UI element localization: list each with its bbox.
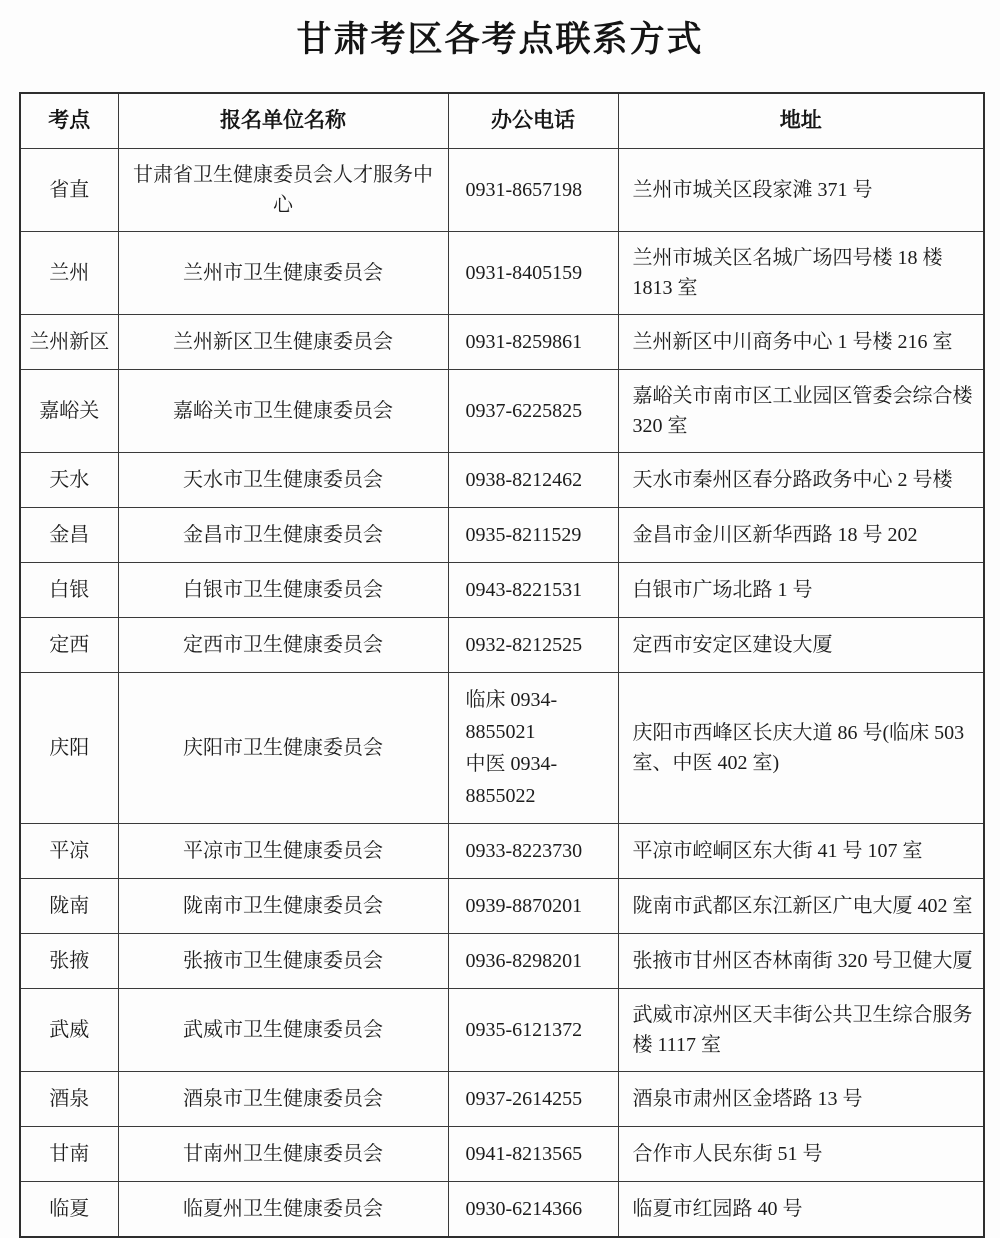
table-row (20, 562, 984, 617)
address-cell: 陇南市武都区东江新区广电大厦 402 室 (618, 878, 984, 933)
phone-cell (448, 452, 618, 507)
contact-table (19, 92, 985, 1238)
unit-cell: 甘南州卫生健康委员会 (118, 1126, 448, 1181)
site-cell: 定西 (20, 617, 118, 672)
address-cell: 嘉峪关市南市区工业园区管委会综合楼 320 室 (618, 369, 984, 452)
phone-line: 0936-8298201 (465, 949, 583, 972)
site-cell: 兰州新区 (20, 314, 118, 369)
table-row (20, 988, 984, 1071)
table-row (20, 617, 984, 672)
table-row (20, 823, 984, 878)
header-unit: 报名单位名称 (118, 93, 448, 148)
address-cell: 金昌市金川区新华西路 18 号 202 (618, 507, 984, 562)
table-body (20, 148, 984, 1237)
phone-cell (448, 878, 618, 933)
table-row (20, 1071, 984, 1126)
address-cell: 兰州市城关区名城广场四号楼 18 楼 1813 室 (618, 231, 984, 314)
site-cell: 武威 (20, 988, 118, 1071)
unit-cell: 甘肃省卫生健康委员会人才服务中心 (118, 148, 448, 231)
site-cell: 金昌 (20, 507, 118, 562)
table-row (20, 452, 984, 507)
site-cell: 平凉 (20, 823, 118, 878)
phone-line: 0938-8212462 (465, 468, 583, 491)
site-cell: 张掖 (20, 933, 118, 988)
header-address: 地址 (618, 93, 984, 148)
phone-cell (448, 562, 618, 617)
table-row (20, 314, 984, 369)
address-cell: 张掖市甘州区杏林南街 320 号卫健大厦 (618, 933, 984, 988)
phone-line: 0933-8223730 (465, 839, 583, 862)
phone-line: 0931-8657198 (465, 178, 583, 201)
phone-cell (448, 1126, 618, 1181)
address-cell: 天水市秦州区春分路政务中心 2 号楼 (618, 452, 984, 507)
table-row (20, 507, 984, 562)
address-cell: 庆阳市西峰区长庆大道 86 号(临床 503 室、中医 402 室) (618, 672, 984, 823)
phone-line: 0931-8259861 (465, 330, 583, 353)
table-row (20, 231, 984, 314)
site-cell: 白银 (20, 562, 118, 617)
address-cell: 合作市人民东街 51 号 (618, 1126, 984, 1181)
phone-cell (448, 988, 618, 1071)
phone-cell (448, 933, 618, 988)
site-cell: 天水 (20, 452, 118, 507)
phone-line: 0935-8211529 (465, 523, 582, 546)
table-row (20, 1181, 984, 1237)
site-cell: 庆阳 (20, 672, 118, 823)
phone-cell (448, 617, 618, 672)
phone-line: 临床 0934-8855021 (465, 688, 558, 743)
phone-cell (448, 823, 618, 878)
phone-cell (448, 1071, 618, 1126)
unit-cell: 兰州新区卫生健康委员会 (118, 314, 448, 369)
site-cell: 酒泉 (20, 1071, 118, 1126)
table-row (20, 933, 984, 988)
unit-cell: 定西市卫生健康委员会 (118, 617, 448, 672)
phone-line: 0930-6214366 (465, 1197, 583, 1220)
address-cell: 平凉市崆峒区东大街 41 号 107 室 (618, 823, 984, 878)
phone-line: 0931-8405159 (465, 261, 583, 284)
table-header-row (20, 93, 984, 148)
address-cell: 临夏市红园路 40 号 (618, 1181, 984, 1237)
phone-cell (448, 231, 618, 314)
table-row (20, 672, 984, 823)
unit-cell: 陇南市卫生健康委员会 (118, 878, 448, 933)
site-cell: 兰州 (20, 231, 118, 314)
table-row (20, 369, 984, 452)
address-cell: 酒泉市肃州区金塔路 13 号 (618, 1071, 984, 1126)
address-cell: 兰州新区中川商务中心 1 号楼 216 室 (618, 314, 984, 369)
phone-line: 0935-6121372 (465, 1018, 583, 1041)
phone-cell (448, 148, 618, 231)
address-cell: 武威市凉州区天丰街公共卫生综合服务楼 1117 室 (618, 988, 984, 1071)
header-phone: 办公电话 (448, 93, 618, 148)
unit-cell: 庆阳市卫生健康委员会 (118, 672, 448, 823)
phone-line: 0937-2614255 (465, 1087, 583, 1110)
phone-cell (448, 369, 618, 452)
phone-cell (448, 314, 618, 369)
phone-cell (448, 1181, 618, 1237)
table-row (20, 1126, 984, 1181)
unit-cell: 酒泉市卫生健康委员会 (118, 1071, 448, 1126)
page-title: 甘肃考区各考点联系方式 (296, 20, 704, 59)
unit-cell: 金昌市卫生健康委员会 (118, 507, 448, 562)
unit-cell: 临夏州卫生健康委员会 (118, 1181, 448, 1237)
table-row (20, 878, 984, 933)
unit-cell: 白银市卫生健康委员会 (118, 562, 448, 617)
address-cell: 兰州市城关区段家滩 371 号 (618, 148, 984, 231)
unit-cell: 武威市卫生健康委员会 (118, 988, 448, 1071)
unit-cell: 天水市卫生健康委员会 (118, 452, 448, 507)
address-cell: 定西市安定区建设大厦 (618, 617, 984, 672)
phone-line: 0939-8870201 (465, 894, 583, 917)
unit-cell: 平凉市卫生健康委员会 (118, 823, 448, 878)
unit-cell: 兰州市卫生健康委员会 (118, 231, 448, 314)
site-cell: 甘南 (20, 1126, 118, 1181)
phone-line: 0937-6225825 (465, 399, 583, 422)
site-cell: 省直 (20, 148, 118, 231)
site-cell: 嘉峪关 (20, 369, 118, 452)
header-site: 考点 (20, 93, 118, 148)
address-cell: 白银市广场北路 1 号 (618, 562, 984, 617)
site-cell: 临夏 (20, 1181, 118, 1237)
unit-cell: 嘉峪关市卫生健康委员会 (118, 369, 448, 452)
phone-line: 0943-8221531 (465, 578, 583, 601)
unit-cell: 张掖市卫生健康委员会 (118, 933, 448, 988)
table-row (20, 148, 984, 231)
phone-line: 0941-8213565 (465, 1142, 583, 1165)
phone-cell (448, 672, 618, 823)
site-cell: 陇南 (20, 878, 118, 933)
phone-line: 0932-8212525 (465, 633, 583, 656)
phone-cell (448, 507, 618, 562)
phone-line: 中医 0934-8855022 (465, 752, 558, 807)
